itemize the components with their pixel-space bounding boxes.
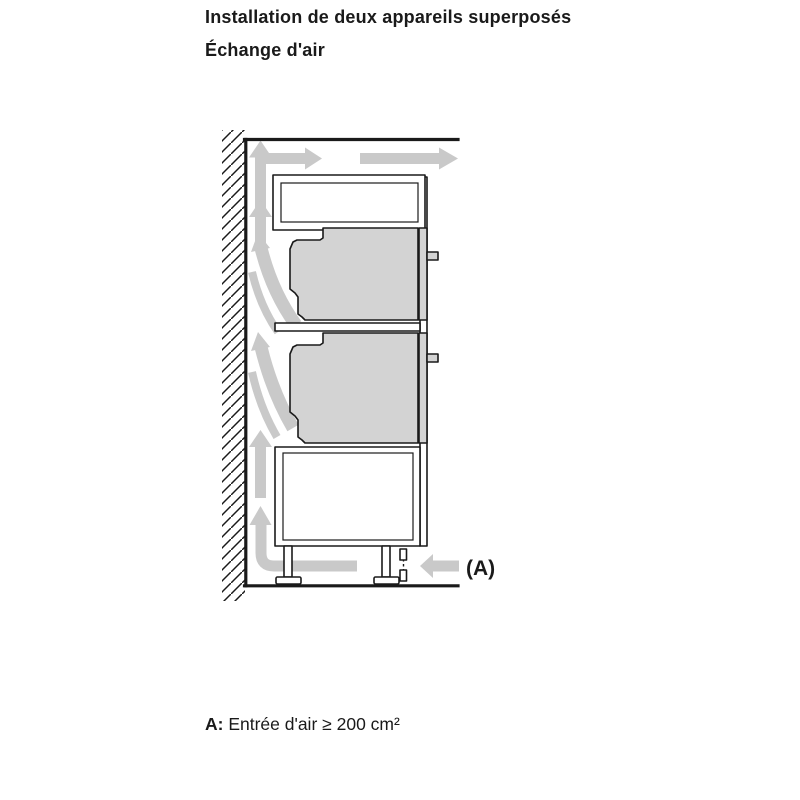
airflow-up-arrow-base (249, 430, 272, 498)
upper-oven-body (290, 228, 418, 320)
air-inlet-arrow (420, 554, 459, 578)
caption-text: Entrée d'air ≥ 200 cm² (223, 714, 400, 734)
upper-oven-door (419, 228, 427, 320)
air-inlet-marker (400, 549, 407, 582)
lower-oven-body (290, 333, 418, 443)
lower-oven-handle (427, 354, 438, 362)
inlet-label: (A) (466, 557, 496, 580)
page-title: Installation de deux appareils superposés (205, 7, 572, 27)
base-cabinet (275, 447, 420, 546)
caption-prefix: A: (205, 714, 224, 734)
cabinet-right-leg (374, 546, 399, 584)
lower-oven-door (419, 333, 427, 443)
page-subtitle: Échange d'air (205, 40, 325, 60)
wall-hatching (222, 130, 245, 601)
shelf-between-ovens (275, 323, 420, 331)
upper-oven-handle (427, 252, 438, 260)
caption (205, 714, 400, 735)
top-vent-compartment (273, 175, 425, 230)
airflow-right-arrow (360, 148, 458, 170)
curved-airflow-arrow-lower-oven (251, 332, 293, 437)
